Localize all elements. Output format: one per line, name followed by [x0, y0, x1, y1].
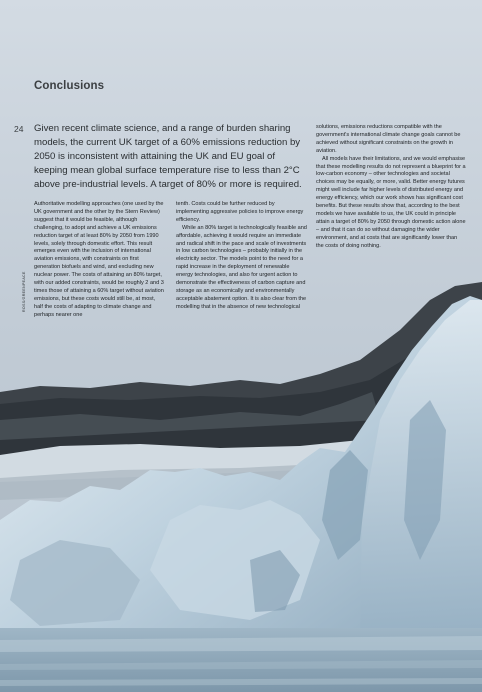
page-number: 24	[14, 124, 24, 134]
body-column-2	[176, 201, 307, 312]
body-column-1	[34, 201, 165, 320]
column-paragraph: Authoritative modelling approaches (one used by the UK government and the other by the Stern Review) suggest that it would be feasible, although challenging, to adopt and achieve a UK emissions reduction target of at least 80% by 2050 from 1990 levels, solely through domestic effort. This result emerges even with the inclusion of international aviation emissions, with constraints on first generation biofuels and wind, and excluding new nuclear power. The costs of attaining an 80% target, with our added constraints, would be roughly 2 and 3 times those of attaining a 60% target without aviation emissions, but these costs would still be, at most, half the costs of adapting to climate change and perhaps nearer one	[34, 201, 164, 318]
column-paragraph: tenth. Costs could be further reduced by implementing aggressive policies to improve energy efficiency.	[176, 201, 304, 223]
column-paragraph: solutions, emissions reductions compatible with the government's international climate change goals cannot be achieved without significant constraints on the growth in aviation.	[316, 124, 461, 154]
column-paragraph: All models have their limitations, and we would emphasise that these modelling results do not represent a blueprint for a low-carbon economy – other technologies and societal choices may be equally, or more, valid. Better energy futures might well include far higher levels of distributed energy and energy efficiency, which our work shows has significant cost benefits. But these results show that, according to the best models we have available to us, the UK could in principle attain a target of 80% by 2050 through domestic action alone – and that it can do so without damaging the wider environment, and at costs that are significantly lower than the costs of doing nothing.	[316, 155, 466, 249]
page-title: Conclusions	[34, 80, 105, 92]
column-paragraph: While an 80% target is technologically feasible and affordable, achieving it would require an immediate and radical shift in the pace and scale of investments in low carbon technologies – probably initially in the electricity sector. The models point to the need for a rapid increase in the deployment of renewable energy technologies, and also for urgent action to demonstrate the effectiveness of carbon capture and storage as an economically and environmentally acceptable abatement option. It is also clear from the modelling that in the absence of new technological	[176, 224, 307, 310]
lead-paragraph: Given recent climate science, and a range of burden sharing models, the current UK target of a 60% emissions reduction by 2050 is inconsistent with attaining the UK and EU goal of keeping mean global surface temperature rise to less than 2°C above pre-industrial levels. A target of 80% or more is required.	[34, 123, 302, 190]
photo-credit: ROSS/GREENPEACE	[22, 271, 26, 312]
body-column-3	[316, 124, 466, 251]
